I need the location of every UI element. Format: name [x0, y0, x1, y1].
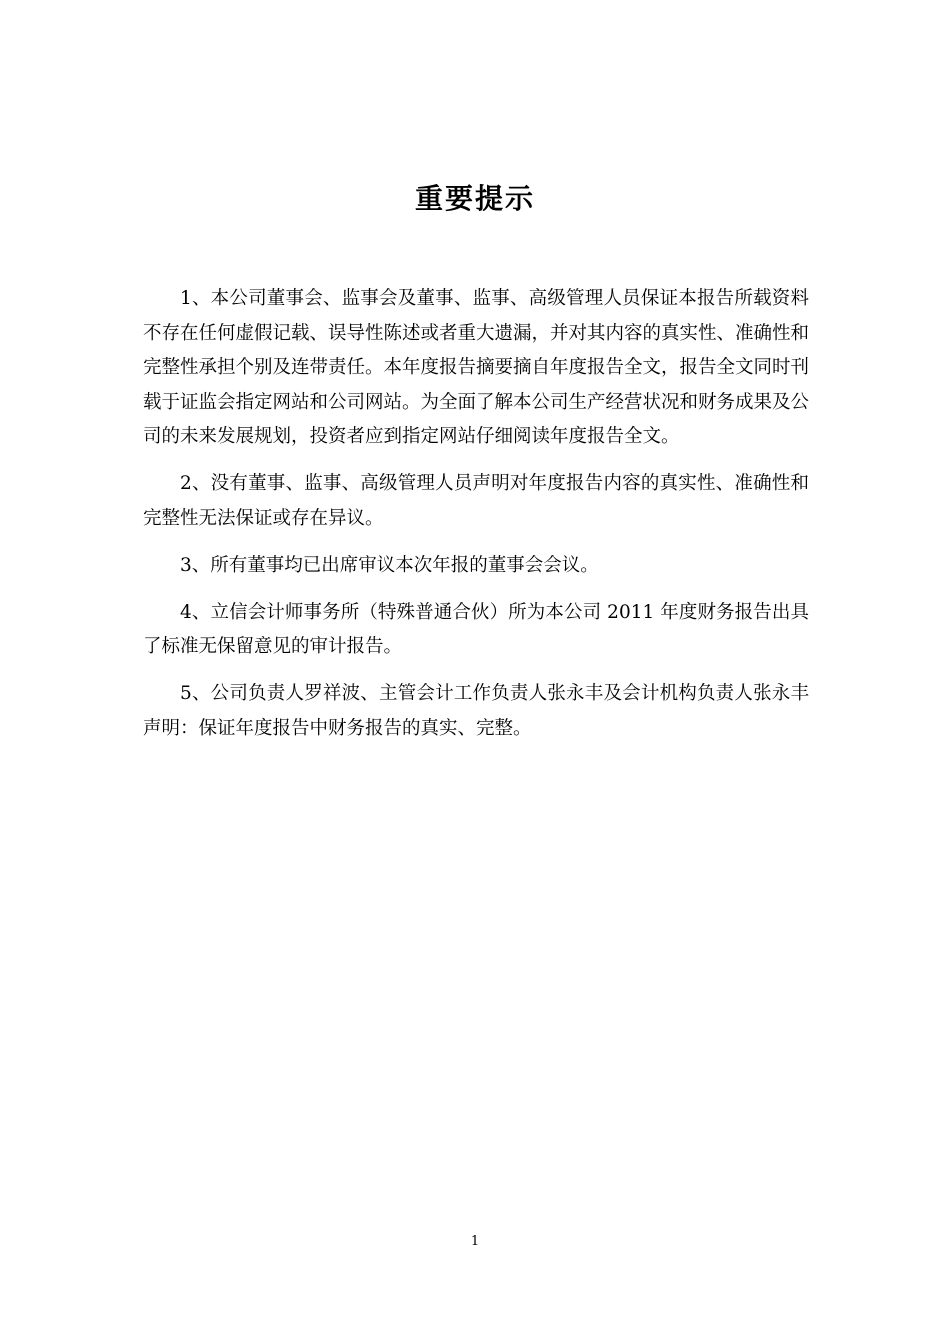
- note-paragraph-4: 4、立信会计师事务所（特殊普通合伙）所为本公司 2011 年度财务报告出具了标准无保留意见的审计报告。: [143, 601, 809, 657]
- page-number: 1: [470, 1234, 480, 1249]
- note-paragraph-1: 1、本公司董事会、监事会及董事、监事、高级管理人员保证本报告所载资料不存在任何虚假记载、误导性陈述或者重大遗漏，并对其内容的真实性、准确性和完整性承担个别及连带责任。本年度报告摘要摘自年度报告全文，报告全文同时刊载于证监会指定网站和公司网站。为全面了解本公司生产经营状况和财务成果及公司的未来发展规划，投资者应到指定网站仔细阅读年度报告全文。: [143, 288, 810, 447]
- note-paragraph-3: 3、所有董事均已出席审议本次年报的董事会会议。: [180, 554, 599, 576]
- note-paragraph-2: 2、没有董事、监事、高级管理人员声明对年度报告内容的真实性、准确性和完整性无法保证或存在异议。: [143, 473, 809, 529]
- important-notes: [143, 282, 809, 759]
- note-paragraph-5: 5、公司负责人罗祥波、主管会计工作负责人张永丰及会计机构负责人张永丰声明：保证年度报告中财务报告的真实、完整。: [143, 683, 809, 739]
- page-title: 重要提示: [414, 181, 535, 215]
